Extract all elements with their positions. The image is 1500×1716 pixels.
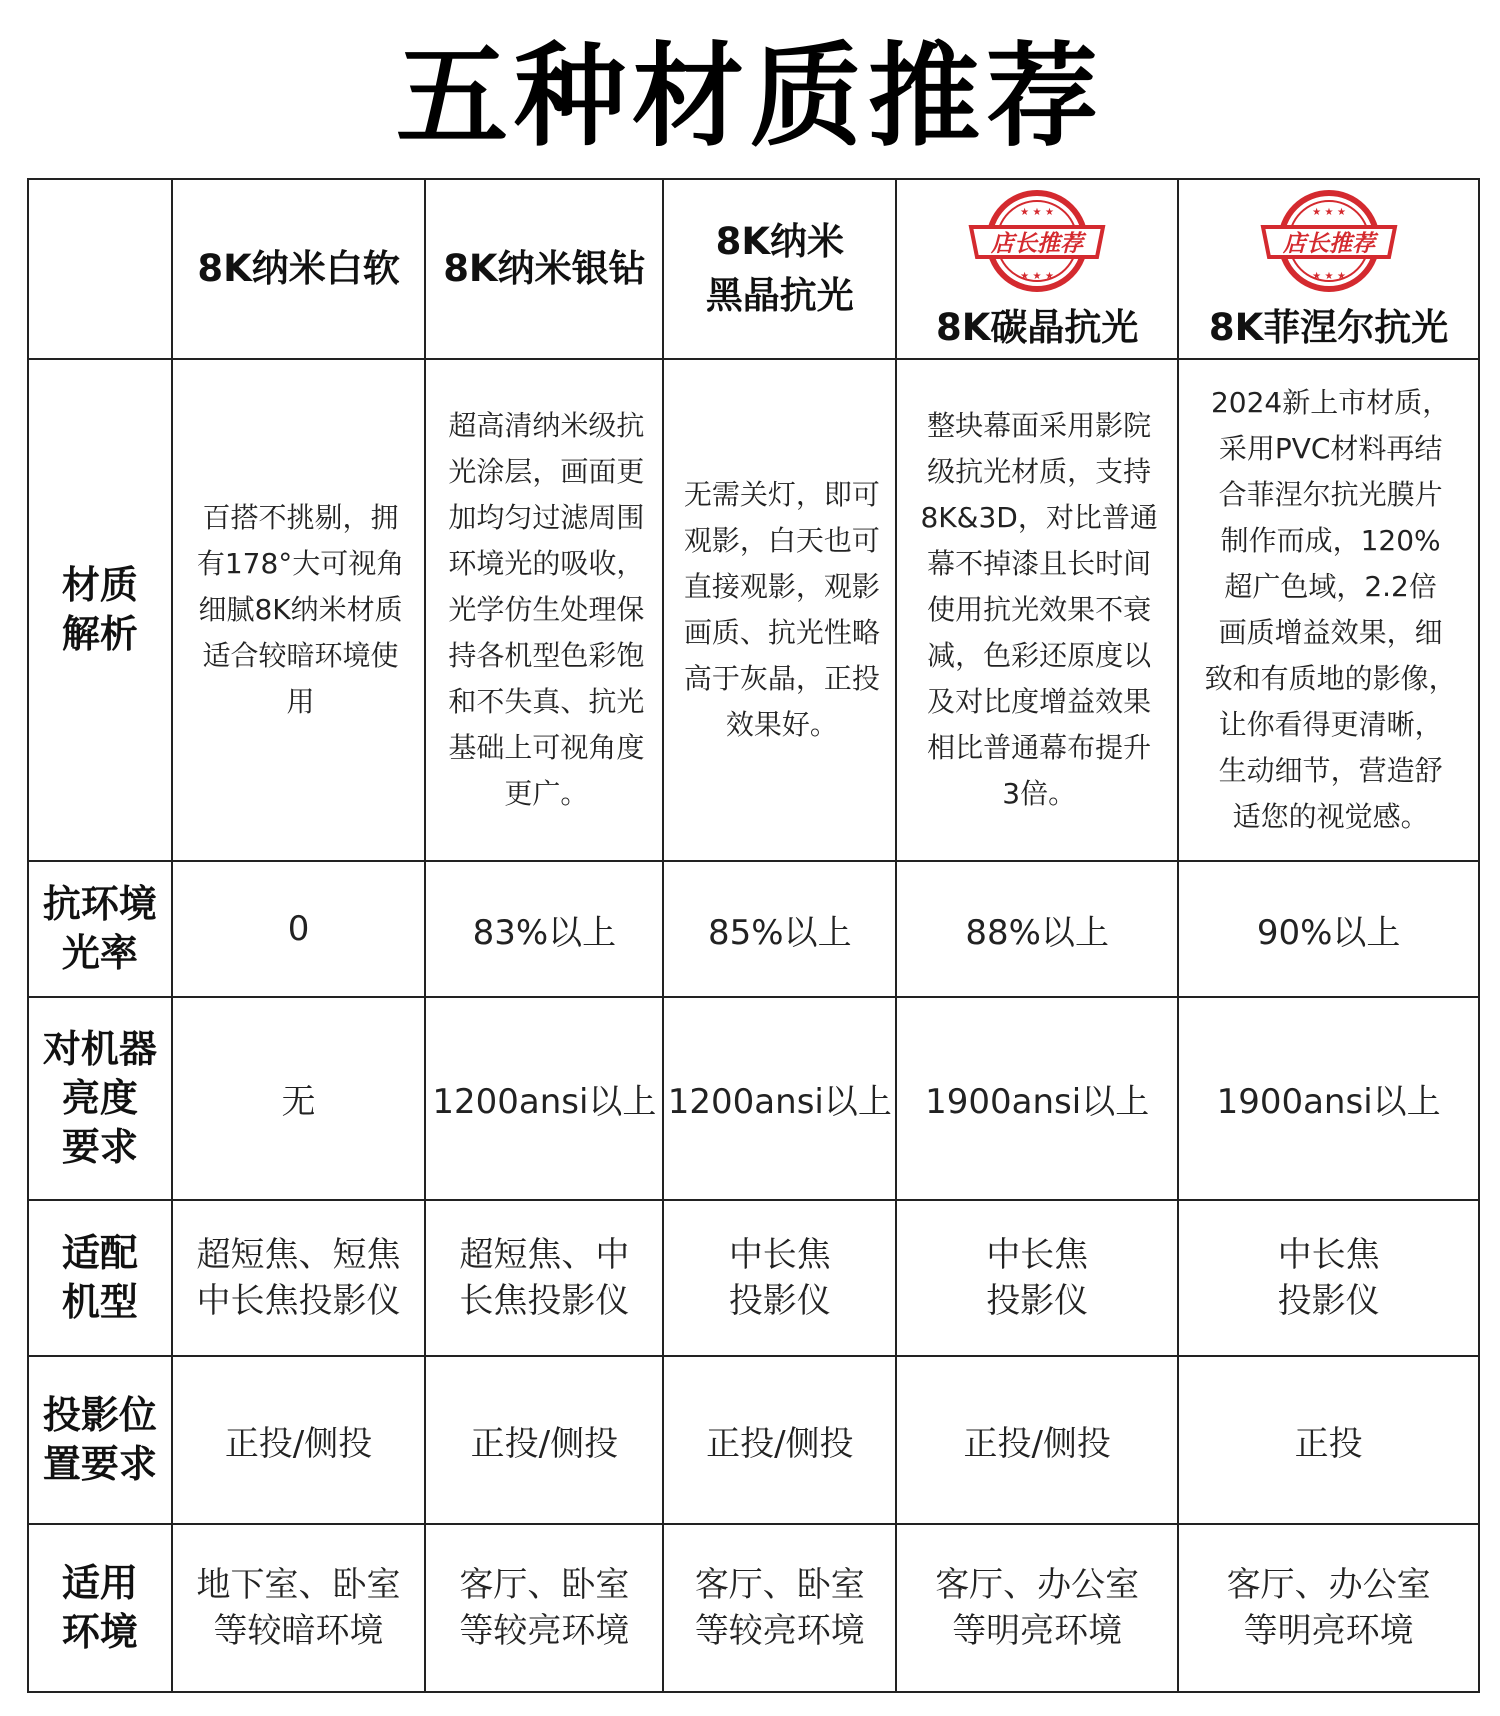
environment-value: 客厅、办公室 等明亮环境 [896, 1524, 1178, 1692]
analysis-cell: 百搭不挑剔，拥 有178°大可视角 细腻8K纳米材质 适合较暗环境使 用 [172, 359, 426, 861]
column-header-fresnel: ★ ★ ★ ★ ★ ★ 店长推荐 8K菲涅尔抗光 [1178, 179, 1479, 359]
row-label-position: 投影位 置要求 [28, 1356, 172, 1524]
brightness-value: 1900ansi以上 [896, 997, 1178, 1200]
brightness-value: 1200ansi以上 [663, 997, 896, 1200]
environment-value: 客厅、卧室 等较亮环境 [663, 1524, 896, 1692]
projector-value: 中长焦 投影仪 [663, 1200, 896, 1356]
brightness-value: 无 [172, 997, 426, 1200]
projector-value: 超短焦、短焦 中长焦投影仪 [172, 1200, 426, 1356]
environment-row [28, 1524, 1479, 1692]
position-row [28, 1356, 1479, 1524]
analysis-row [28, 359, 1479, 861]
environment-value: 客厅、卧室 等较亮环境 [425, 1524, 663, 1692]
column-header-white-soft: 8K纳米白软 [172, 179, 426, 359]
analysis-cell: 无需关灯，即可 观影，白天也可 直接观影，观影 画质、抗光性略 高于灰晶，正投 效果好。 [663, 359, 896, 861]
header-row [28, 179, 1479, 359]
column-header-carbon-crystal: ★ ★ ★ ★ ★ ★ 店长推荐 8K碳晶抗光 [896, 179, 1178, 359]
projector-row [28, 1200, 1479, 1356]
analysis-cell: 整块幕面采用影院 级抗光材质，支持 8K&3D，对比普通 幕不掉漆且长时间 使用抗光效果不衰 减，色彩还原度以 及对比度增益效果 相比普通幕布提升 3倍。 [896, 359, 1178, 861]
projector-value: 中长焦 投影仪 [896, 1200, 1178, 1356]
ambient-value: 90%以上 [1178, 861, 1479, 997]
position-value: 正投/侧投 [425, 1356, 663, 1524]
ambient-value: 88%以上 [896, 861, 1178, 997]
corner-cell [28, 179, 172, 359]
row-label-environment: 适用 环境 [28, 1524, 172, 1692]
row-label-ambient: 抗环境 光率 [28, 861, 172, 997]
brightness-row [28, 997, 1479, 1200]
analysis-cell: 超高清纳米级抗 光涂层，画面更 加均匀过滤周围 环境光的吸收， 光学仿生处理保 持各机型色彩饱 和不失真、抗光 基础上可视角度 更广。 [425, 359, 663, 861]
store-recommend-stamp-icon [967, 183, 1107, 299]
page-title: 五种材质推荐 [396, 32, 1104, 162]
svg-text:★ ★ ★: ★ ★ ★ [1020, 207, 1055, 218]
store-recommend-stamp-icon [1259, 183, 1399, 299]
brightness-value: 1900ansi以上 [1178, 997, 1479, 1200]
row-label-analysis: 材质 解析 [28, 359, 172, 861]
ambient-value: 83%以上 [425, 861, 663, 997]
brightness-value: 1200ansi以上 [425, 997, 663, 1200]
environment-value: 地下室、卧室 等较暗环境 [172, 1524, 426, 1692]
comparison-table [27, 178, 1480, 1693]
position-value: 正投 [1178, 1356, 1479, 1524]
ambient-value: 0 [172, 861, 426, 997]
projector-value: 超短焦、中 长焦投影仪 [425, 1200, 663, 1356]
svg-text:★ ★ ★: ★ ★ ★ [1311, 207, 1346, 218]
projector-value: 中长焦 投影仪 [1178, 1200, 1479, 1356]
environment-value: 客厅、办公室 等明亮环境 [1178, 1524, 1479, 1692]
svg-text:★ ★ ★: ★ ★ ★ [1311, 271, 1346, 282]
position-value: 正投/侧投 [172, 1356, 426, 1524]
svg-text:★ ★ ★: ★ ★ ★ [1020, 271, 1055, 282]
row-label-projector: 适配 机型 [28, 1200, 172, 1356]
ambient-value: 85%以上 [663, 861, 896, 997]
analysis-cell: 2024新上市材质， 采用PVC材料再结 合菲涅尔抗光膜片 制作而成，120% 超广色域，2.2倍 画质增益效果，细 致和有质地的影像， 让你看得更清晰， 生动细节，营造舒 适您的视觉感。 [1178, 359, 1479, 861]
column-header-black-crystal: 8K纳米 黑晶抗光 [663, 179, 896, 359]
svg-text:店长推荐: 店长推荐 [1282, 231, 1375, 257]
row-label-brightness: 对机器 亮度 要求 [28, 997, 172, 1200]
position-value: 正投/侧投 [663, 1356, 896, 1524]
svg-text:店长推荐: 店长推荐 [991, 231, 1084, 257]
column-header-silver-diamond: 8K纳米银钻 [425, 179, 663, 359]
ambient-row [28, 861, 1479, 997]
position-value: 正投/侧投 [896, 1356, 1178, 1524]
